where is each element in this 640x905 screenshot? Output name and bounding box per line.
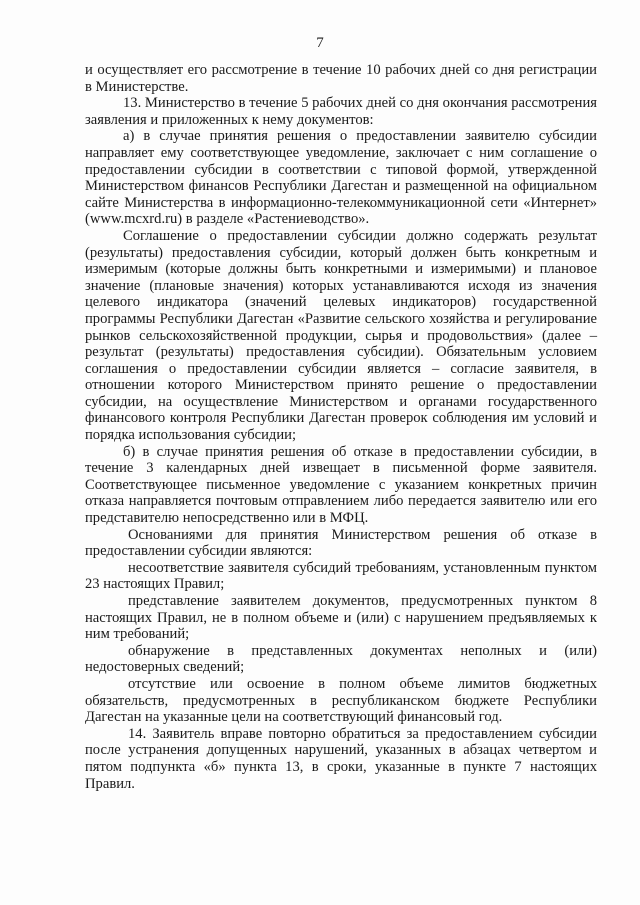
paragraph-subitem-a: а) в случае принятия решения о предоставлении заявителю субсидии направляет ему соответствующее уведомление, заключает с ним соглашение о предоставлении субсидии в соответствии с типовой формой, утвержденной Министерством финансов Республики Дагестан и размещенной на официальном сайте Министерства в информационно-телекоммуникационной сети «Интернет» (www.mcxrd.ru) в разделе «Растениеводство».: [85, 128, 597, 228]
paragraph-ground-1: несоответствие заявителя субсидий требованиям, установленным пунктом 23 настоящих Правил;: [85, 559, 597, 593]
paragraph-refusal-grounds: Основаниями для принятия Министерством решения об отказе в предоставлении субсидии являются:: [85, 526, 597, 560]
paragraph-continuation: и осуществляет его рассмотрение в течение 10 рабочих дней со дня регистрации в Министерстве.: [85, 62, 597, 95]
paragraph-agreement: Соглашение о предоставлении субсидии должно содержать результат (результаты) предоставления субсидии, который должен быть конкретным и измеримым (которые должны быть конкретными и измеримыми) и плановое значение (плановые значения) которых устанавливаются исходя из значения целевого индикатора (значений целевых индикаторов) государственной программы Республики Дагестан «Развитие сельского хозяйства и регулирование рынков сельскохозяйственной продукции, сырья и продовольствия» (далее – результат (результаты) предоставления субсидии). Обязательным условием соглашения о предоставлении субсидии является – согласие заявителя, в отношении которого Министерством принято решение о предоставлении субсидии, на осуществление Министерством и органами государственного финансового контроля Республики Дагестан проверок соблюдения им условий и порядка использования субсидии;: [85, 227, 597, 444]
paragraph-item-14: 14. Заявитель вправе повторно обратиться за предоставлением субсидии после устранения допущенных нарушений, указанных в абзацах четвертом и пятом подпункта «б» пункта 13, в сроки, указанные в пункте 7 настоящих Правил.: [85, 725, 597, 792]
paragraph-item-13: 13. Министерство в течение 5 рабочих дней со дня окончания рассмотрения заявления и приложенных к нему документов:: [85, 95, 597, 128]
page-number: 7: [316, 35, 324, 51]
document-body: [85, 62, 597, 792]
paragraph-ground-4: отсутствие или освоение в полном объеме лимитов бюджетных обязательств, предусмотренных в республиканском бюджете Республики Дагестан на указанные цели на соответствующий финансовый год.: [85, 675, 597, 726]
paragraph-subitem-b: б) в случае принятия решения об отказе в предоставлении субсидии, в течение 3 календарных дней извещает в письменной форме заявителя. Соответствующее письменное уведомление с указанием конкретных причин отказа направляется почтовым отправлением либо передается заявителю или его представителю непосредственно или в МФЦ.: [85, 443, 597, 527]
paragraph-ground-2: представление заявителем документов, предусмотренных пунктом 8 настоящих Правил, не в полном объеме и (или) с нарушением предъявляемых к ним требований;: [85, 593, 597, 643]
paragraph-ground-3: обнаружение в представленных документах неполных и (или) недостоверных сведений;: [85, 642, 597, 676]
